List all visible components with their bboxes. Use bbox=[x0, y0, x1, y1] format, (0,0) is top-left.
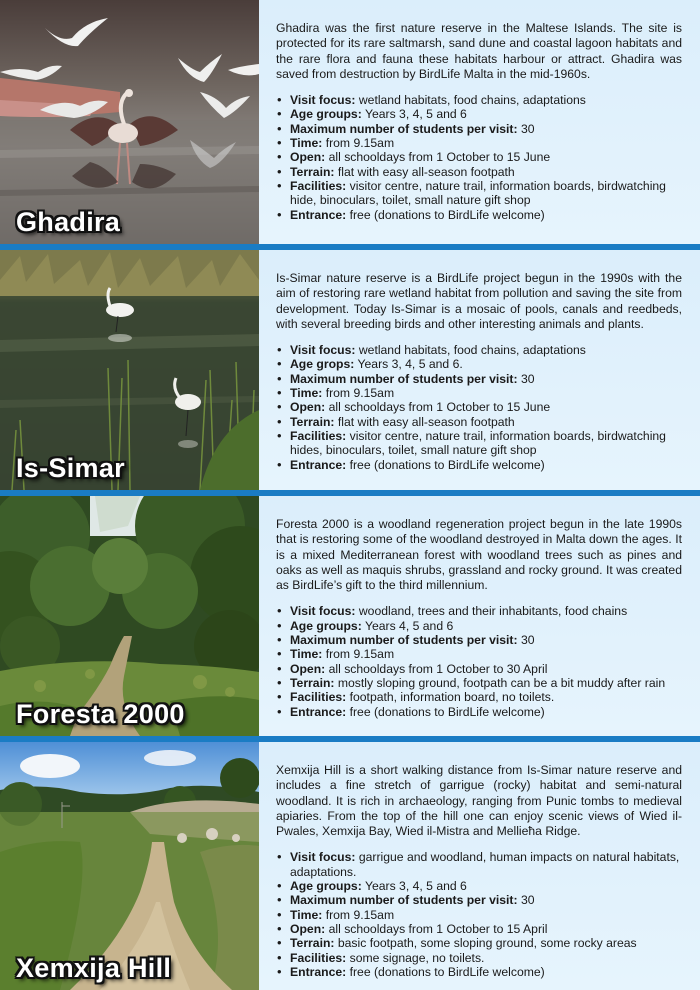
fact-age-groups bbox=[276, 619, 682, 633]
fact-value: from 9.15am bbox=[325, 647, 395, 662]
fact-value: wetland habitats, food chains, adaptations bbox=[358, 343, 586, 358]
fact-value: all schooldays from 1 October to 30 April bbox=[328, 661, 548, 676]
fact-value: garrigue and woodland, human impacts on natural habitats, adaptations. bbox=[290, 850, 680, 879]
fact-facilities bbox=[276, 179, 682, 208]
fact-max-students bbox=[276, 122, 682, 136]
fact-visit-focus bbox=[276, 93, 682, 107]
fact-label: Terrain: bbox=[290, 675, 335, 690]
fact-label: Entrance: bbox=[290, 964, 347, 979]
fact-value: basic footpath, some sloping ground, some rocky areas bbox=[337, 936, 637, 951]
site-title-xemxija-hill: Xemxija Hill bbox=[16, 953, 172, 983]
xemxija-hill-photo bbox=[0, 742, 259, 990]
fact-label: Open: bbox=[290, 661, 326, 676]
foresta-2000-intro: Foresta 2000 is a woodland regeneration project begun in the late 1990s that is restoring some of the woodland destroyed in Malta down the ages. It is a mixed Mediterranean forest with woodland trees such as pines and oaks as well as maquis shrubs, grassland and rocky ground. It was created as BirdLife’s gift to the third millennium. bbox=[276, 517, 682, 593]
fact-terrain bbox=[276, 676, 682, 690]
fact-value: from 9.15am bbox=[325, 907, 395, 922]
site-title-is-simar: Is-Simar bbox=[16, 453, 125, 483]
fact-facilities bbox=[276, 429, 682, 458]
fact-label: Maximum number of students per visit: bbox=[290, 121, 518, 136]
fact-label: Time: bbox=[290, 386, 323, 401]
fact-label: Terrain: bbox=[290, 936, 335, 951]
fact-value: flat with easy all-season footpath bbox=[337, 164, 515, 179]
xemxija-hill-intro: Xemxija Hill is a short walking distance from Is-Simar nature reserve and includes a fine stretch of garrigue (rocky) habitat and semi-natural woodland. It is rich in archaeology, ranging from Punic tombs to medieval apiaries. From the top of the hill one can enjoy scenic views of Wied il-Pwales, Xemxija Bay, Wied il-Mistra and Mellieħa Ridge. bbox=[276, 763, 682, 839]
fact-value: Years 3, 4, 5 and 6 bbox=[364, 879, 467, 894]
fact-label: Visit focus: bbox=[290, 850, 356, 865]
fact-max-students bbox=[276, 893, 682, 907]
fact-open bbox=[276, 150, 682, 164]
fact-value: free (donations to BirdLife welcome) bbox=[349, 207, 545, 222]
fact-label: Open: bbox=[290, 150, 326, 165]
fact-label: Terrain: bbox=[290, 164, 335, 179]
fact-value: 30 bbox=[520, 121, 535, 136]
fact-time bbox=[276, 136, 682, 150]
section-foresta-2000 bbox=[0, 496, 700, 736]
fact-value: free (donations to BirdLife welcome) bbox=[349, 964, 545, 979]
fact-time bbox=[276, 647, 682, 661]
fact-visit-focus bbox=[276, 604, 682, 618]
fact-visit-focus bbox=[276, 343, 682, 357]
fact-age-groups bbox=[276, 107, 682, 121]
fact-label: Open: bbox=[290, 921, 326, 936]
fact-value: wetland habitats, food chains, adaptations bbox=[358, 93, 586, 108]
fact-label: Visit focus: bbox=[290, 93, 356, 108]
is-simar-info-panel bbox=[259, 250, 700, 490]
ghadira-facts-list bbox=[276, 93, 682, 222]
fact-value: visitor centre, nature trail, information boards, birdwatching hide, binoculars, toilet, small nature gift shop bbox=[290, 178, 666, 208]
fact-label: Visit focus: bbox=[290, 604, 356, 619]
fact-value: all schooldays from 1 October to 15 June bbox=[328, 150, 551, 165]
fact-facilities bbox=[276, 951, 682, 965]
fact-label: Terrain: bbox=[290, 414, 335, 429]
fact-value: from 9.15am bbox=[325, 386, 395, 401]
fact-value: 30 bbox=[520, 633, 535, 648]
fact-value: some signage, no toilets. bbox=[349, 950, 485, 965]
fact-value: woodland, trees and their inhabitants, food chains bbox=[358, 604, 628, 619]
fact-label: Age groups: bbox=[290, 618, 362, 633]
fact-value: free (donations to BirdLife welcome) bbox=[349, 704, 545, 719]
fact-terrain bbox=[276, 165, 682, 179]
fact-entrance bbox=[276, 705, 682, 719]
fact-label: Age groups: bbox=[290, 107, 362, 122]
fact-label: Facilities: bbox=[290, 178, 347, 193]
ghadira-info-panel bbox=[259, 0, 700, 244]
fact-value: Years 3, 4, 5 and 6 bbox=[364, 107, 467, 122]
fact-label: Entrance: bbox=[290, 207, 347, 222]
fact-time bbox=[276, 908, 682, 922]
fact-max-students bbox=[276, 372, 682, 386]
site-title-ghadira: Ghadira bbox=[16, 207, 121, 237]
fact-open bbox=[276, 922, 682, 936]
fact-terrain bbox=[276, 936, 682, 950]
fact-value: Years 4, 5 and 6 bbox=[364, 618, 454, 633]
foresta-2000-photo bbox=[0, 496, 259, 736]
fact-label: Facilities: bbox=[290, 428, 347, 443]
site-title-foresta-2000: Foresta 2000 bbox=[16, 699, 185, 729]
fact-max-students bbox=[276, 633, 682, 647]
fact-label: Facilities: bbox=[290, 950, 347, 965]
fact-value: all schooldays from 1 October to 15 June bbox=[328, 400, 551, 415]
fact-entrance bbox=[276, 965, 682, 979]
fact-label: Maximum number of students per visit: bbox=[290, 371, 518, 386]
fact-label: Time: bbox=[290, 136, 323, 151]
fact-value: 30 bbox=[520, 371, 535, 386]
fact-label: Maximum number of students per visit: bbox=[290, 633, 518, 648]
fact-value: flat with easy all-season footpath bbox=[337, 414, 515, 429]
fact-label: Time: bbox=[290, 907, 323, 922]
is-simar-intro: Is-Simar nature reserve is a BirdLife project begun in the 1990s with the aim of restoring rare wetland habitat from pollution and saving the site from development. Today Is-Simar is a mosaic of pools, canals and reedbeds, with several breeding birds and other interesting animals and plants. bbox=[276, 271, 682, 331]
xemxija-hill-info-panel bbox=[259, 742, 700, 990]
ghadira-intro: Ghadira was the first nature reserve in the Maltese Islands. The site is protected for its rare saltmarsh, sand dune and coastal lagoon habitats and the rare flora and fauna these habitats harbour or attract. Ghadira was saved from destruction by BirdLife Malta in the mid-1960s. bbox=[276, 21, 682, 81]
fact-value: from 9.15am bbox=[325, 136, 395, 151]
fact-facilities bbox=[276, 690, 682, 704]
fact-entrance bbox=[276, 458, 682, 472]
fact-label: Time: bbox=[290, 647, 323, 662]
fact-value: footpath, information board, no toilets. bbox=[349, 690, 555, 705]
fact-label: Entrance: bbox=[290, 457, 347, 472]
fact-label: Age groups: bbox=[290, 879, 362, 894]
fact-age-groups bbox=[276, 879, 682, 893]
fact-label: Entrance: bbox=[290, 704, 347, 719]
fact-open bbox=[276, 662, 682, 676]
fact-label: Open: bbox=[290, 400, 326, 415]
fact-time bbox=[276, 386, 682, 400]
fact-label: Maximum number of students per visit: bbox=[290, 893, 518, 908]
fact-entrance bbox=[276, 208, 682, 222]
fact-open bbox=[276, 400, 682, 414]
fact-value: Years 3, 4, 5 and 6. bbox=[357, 357, 463, 372]
section-xemxija-hill bbox=[0, 742, 700, 990]
is-simar-photo bbox=[0, 250, 259, 490]
xemxija-hill-facts-list bbox=[276, 850, 682, 979]
fact-value: 30 bbox=[520, 893, 535, 908]
fact-value: free (donations to BirdLife welcome) bbox=[349, 457, 545, 472]
ghadira-photo bbox=[0, 0, 259, 244]
fact-label: Visit focus: bbox=[290, 343, 356, 358]
fact-age-groups bbox=[276, 357, 682, 371]
fact-value: all schooldays from 1 October to 15 April bbox=[328, 921, 548, 936]
fact-value: visitor centre, nature trail, information boards, birdwatching hides, binoculars, toilet, small nature gift shop bbox=[290, 428, 666, 458]
foresta-2000-facts-list bbox=[276, 604, 682, 718]
fact-value: mostly sloping ground, footpath can be a bit muddy after rain bbox=[337, 675, 666, 690]
is-simar-facts-list bbox=[276, 343, 682, 472]
foresta-2000-info-panel bbox=[259, 496, 700, 736]
fact-visit-focus bbox=[276, 850, 682, 879]
fact-terrain bbox=[276, 415, 682, 429]
fact-label: Facilities: bbox=[290, 690, 347, 705]
fact-label: Age grops: bbox=[290, 357, 355, 372]
section-is-simar bbox=[0, 250, 700, 490]
section-ghadira bbox=[0, 0, 700, 244]
